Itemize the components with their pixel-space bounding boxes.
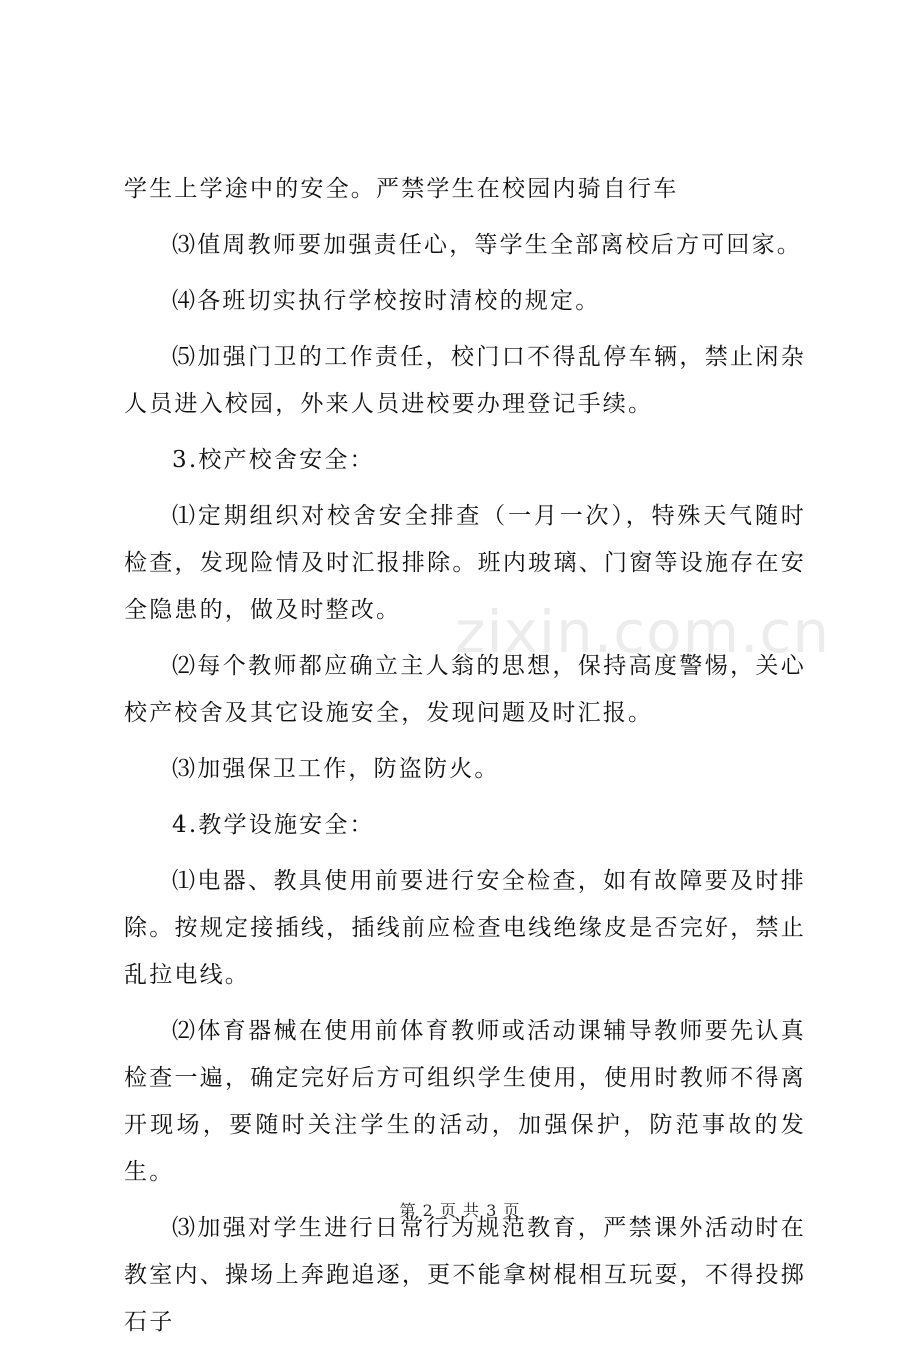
paragraph: ⑴电器、教具使用前要进行安全检查，如有故障要及时排除。按规定接插线，插线前应检查电线绝缘皮是否完好，禁止乱拉电线。 (124, 868, 806, 988)
page-footer: 第 2 页 共 3 页 (399, 1201, 521, 1220)
paragraph: ⑷各班切实执行学校按时清校的规定。 (172, 288, 601, 314)
paragraph: ⑶值周教师要加强责任心，等学生全部离校后方可回家。 (172, 232, 802, 258)
document-body (124, 166, 806, 1355)
paragraph: ⑵每个教师都应确立主人翁的思想，保持高度警惕，关心校产校舍及其它设施安全，发现问题及时汇报。 (124, 653, 806, 726)
paragraph: ⑵体育器械在使用前体育教师或活动课辅导教师要先认真检查一遍，确定完好后方可组织学生使用，使用时教师不得离开现场，要随时关注学生的活动，加强保护，防范事故的发生。 (124, 1018, 806, 1185)
paragraph: ⑶加强保卫工作，防盗防火。 (172, 756, 500, 782)
paragraph: ⑴定期组织对校舍安全排查（一月一次），特殊天气随时检查，发现险情及时汇报排除。班内玻璃、门窗等设施存在安全隐患的，做及时整改。 (124, 503, 806, 623)
paragraph: 学生上学途中的安全。严禁学生在校园内骑自行车 (124, 176, 679, 202)
paragraph: ⑶加强对学生进行日常行为规范教育，严禁课外活动时在教室内、操场上奔跑追逐，更不能拿树棍相互玩耍，不得投掷石子 (124, 1215, 806, 1335)
paragraph: ⑸加强门卫的工作责任，校门口不得乱停车辆，禁止闲杂人员进入校园，外来人员进校要办理登记手续。 (124, 344, 806, 417)
watermark: zixin.com.cn (455, 598, 831, 666)
section-heading: 4.教学设施安全： (172, 812, 375, 838)
section-heading: 3.校产校舍安全： (172, 447, 375, 473)
